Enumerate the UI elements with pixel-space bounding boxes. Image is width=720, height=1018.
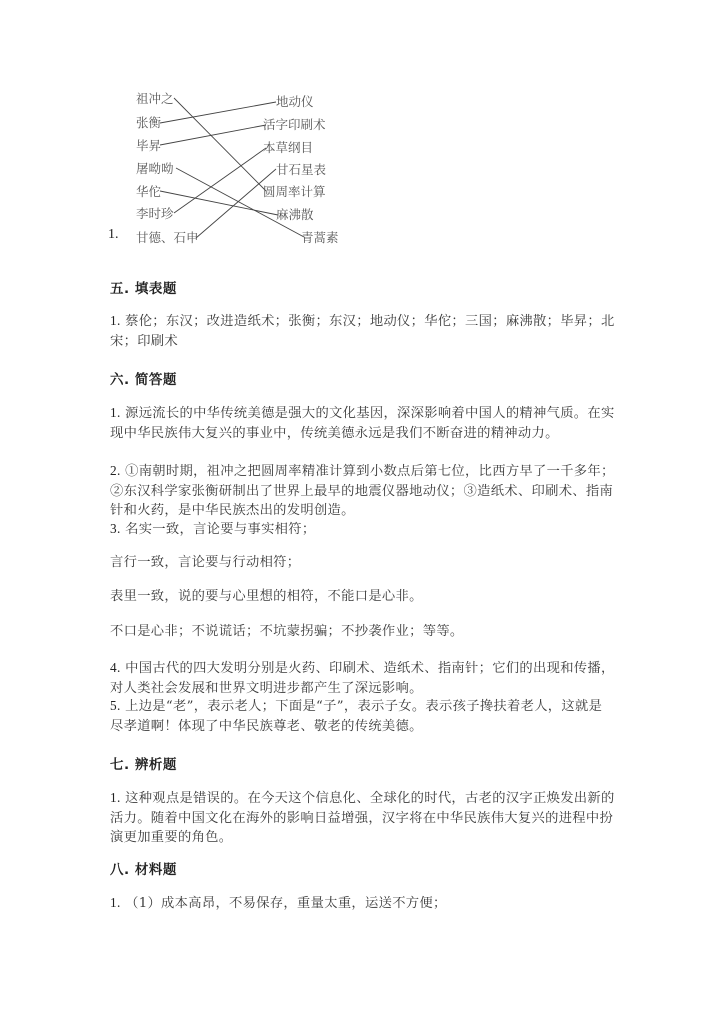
answer-paragraph: 4. 中国古代的四大发明分别是火药、印刷术、造纸术、指南针；它们的出现和传播，对人类社会发展和世界文明进步都产生了深远影响。 <box>110 660 615 696</box>
answer-paragraph: 1. 源远流长的中华传统美德是强大的文化基因，深深影响着中国人的精神气质。在实现中华民族伟大复兴的事业中，传统美德永远是我们不断奋进的精神动力。 <box>110 405 615 441</box>
right-item: 圆周率计算 <box>263 184 326 199</box>
left-item: 李时珍 <box>136 206 174 221</box>
answer-paragraph: 3. 名实一致，言论要与事实相符； <box>110 521 316 537</box>
right-item: 青蒿素 <box>301 230 339 245</box>
left-item: 华佗 <box>136 184 162 199</box>
matching-diagram <box>108 88 368 253</box>
right-item: 本草纲目 <box>263 140 314 155</box>
answer-paragraph: 2. ①南朝时期，祖冲之把圆周率精准计算到小数点后第七位，比西方早了一千多年；②东汉科学家张衡研制出了世界上最早的地震仪器地动仪；③造纸术、印刷术、指南针和火药，是中华民族杰出的发明创造。 <box>110 463 615 518</box>
section-title-fill-table: 五. 填表题 <box>110 281 177 297</box>
line-tuyouyou <box>176 168 304 237</box>
left-item: 甘德、石申 <box>136 230 199 245</box>
answer-paragraph: 不口是心非；不说谎话；不坑蒙拐骗；不抄袭作业；等等。 <box>110 624 464 639</box>
answer-paragraph: 5. 上边是“老”，表示老人；下面是“子”，表示子女。表示孩子搀扶着老人，这就是尽孝道啊！体现了中华民族尊老、敬老的传统美德。 <box>110 698 603 734</box>
answer-paragraph: 言行一致，言论要与行动相符； <box>110 555 301 570</box>
answer-paragraph: 表里一致，说的要与心里想的相符，不能口是心非。 <box>110 589 423 604</box>
answer-paragraph: 1. （1）成本高昂，不易保存，重量太重，运送不方便； <box>110 895 447 911</box>
section-title-short-answer: 六. 简答题 <box>110 372 177 388</box>
section-title-material: 八. 材料题 <box>110 862 177 878</box>
section-title-analysis: 七. 辨析题 <box>110 757 177 773</box>
answer-paragraph: 1. 蔡伦；东汉；改进造纸术；张衡；东汉；地动仪；华佗；三国；麻沸散；毕昇；北宋；印刷术 <box>110 313 615 349</box>
question-number: 1. <box>108 227 119 242</box>
right-item: 麻沸散 <box>276 207 314 222</box>
line-bisheng <box>160 125 266 145</box>
left-item: 屠呦呦 <box>136 161 174 176</box>
line-gandeshishen <box>196 169 276 238</box>
left-item: 张衡 <box>136 115 162 130</box>
right-item: 甘石星表 <box>276 162 327 177</box>
answer-paragraph: 1. 这种观点是错误的。在今天这个信息化、全球化的时代，古老的汉字正焕发出新的活力。随着中国文化在海外的影响日益增强，汉字将在中华民族伟大复兴的进程中扮演更加重要的角色。 <box>110 790 615 845</box>
left-item: 毕昇 <box>136 138 162 153</box>
right-item: 地动仪 <box>276 94 314 109</box>
line-zhangheng <box>160 102 276 123</box>
left-item: 祖冲之 <box>136 91 174 106</box>
line-huatuo <box>160 191 278 215</box>
right-item: 活字印刷术 <box>263 117 326 132</box>
